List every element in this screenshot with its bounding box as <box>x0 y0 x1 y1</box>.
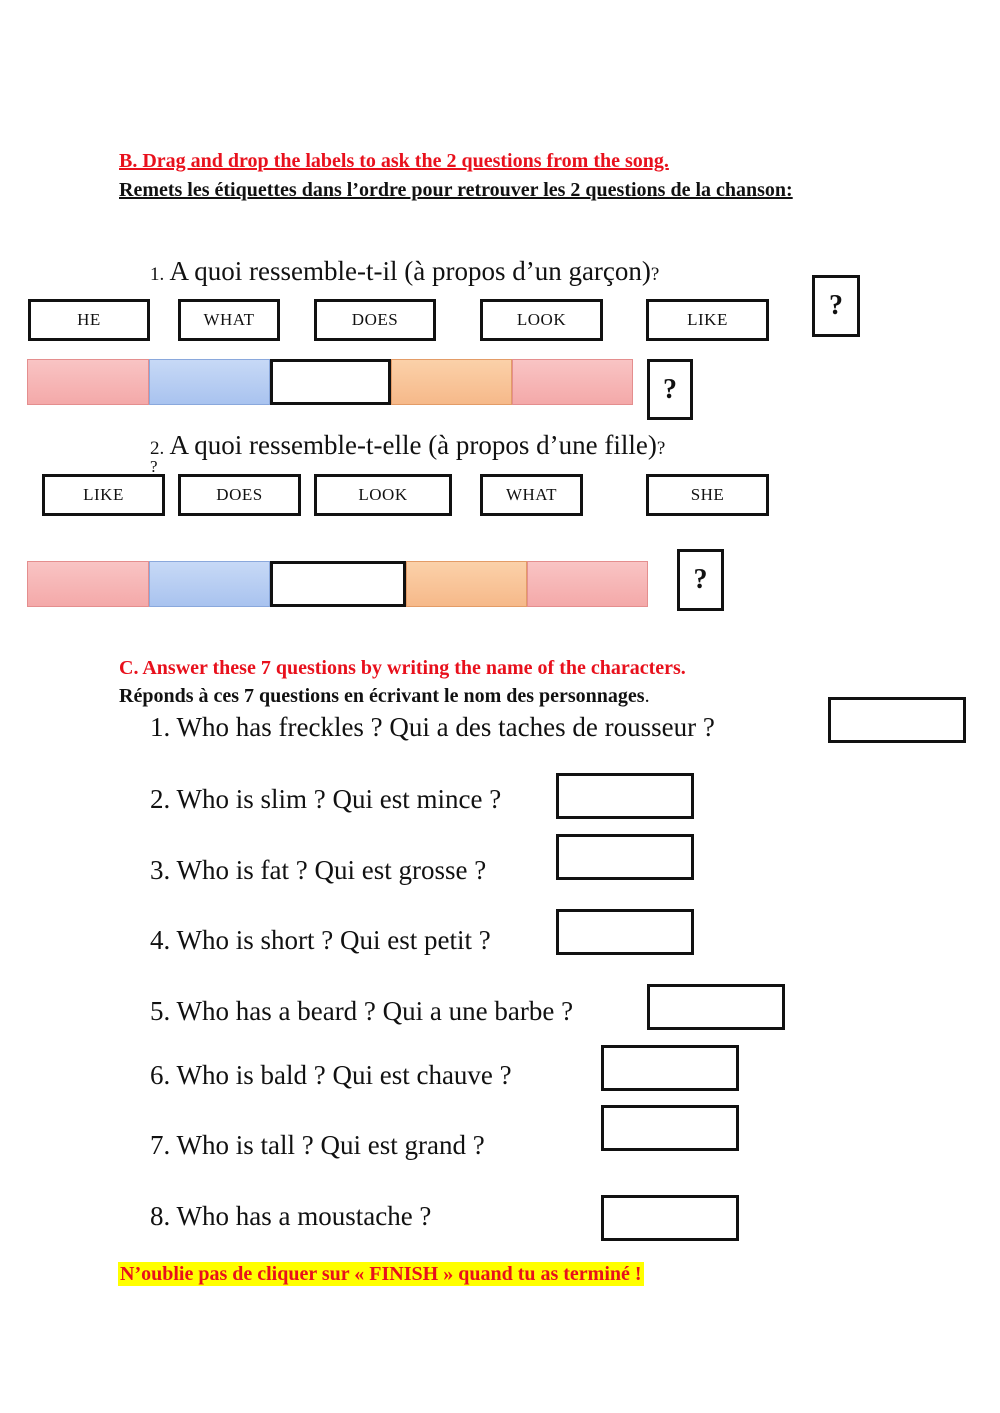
question-1-number: 1. <box>150 264 165 285</box>
section-c-title-fr-line <box>119 685 650 708</box>
label-he[interactable]: HE <box>28 299 150 341</box>
drop-slot-3[interactable] <box>270 359 391 405</box>
label-like[interactable]: LIKE <box>42 474 165 516</box>
label-does[interactable]: DOES <box>178 474 301 516</box>
answer-input-5[interactable] <box>647 984 785 1030</box>
section-c-title-fr-end: . <box>644 685 650 707</box>
drop-slot-2[interactable] <box>149 561 270 607</box>
label-like[interactable]: LIKE <box>646 299 769 341</box>
label-what[interactable]: WHAT <box>480 474 583 516</box>
answer-input-2[interactable] <box>556 773 694 819</box>
question-2-text: A quoi ressemble-t-elle (à propos d’une fille) <box>169 430 657 460</box>
answer-input-7[interactable] <box>601 1105 739 1151</box>
stray-question-mark: ? <box>150 460 158 472</box>
drop-slot-qmark-2[interactable]: ? <box>677 549 724 611</box>
drop-slot-3[interactable] <box>270 561 406 607</box>
question-1-qmark-label[interactable]: ? <box>812 275 860 337</box>
answer-question-7: 7. Who is tall ? Qui est grand ? <box>150 1130 485 1160</box>
label-look[interactable]: LOOK <box>314 474 452 516</box>
answer-question-6: 6. Who is bald ? Qui est chauve ? <box>150 1060 512 1090</box>
question-1-line <box>150 256 659 287</box>
drop-slot-4[interactable] <box>391 359 512 405</box>
finish-reminder-text: N’oublie pas de cliquer sur « FINISH » quand tu as terminé ! <box>120 1263 642 1285</box>
answer-question-5: 5. Who has a beard ? Qui a une barbe ? <box>150 996 574 1026</box>
drop-slot-1[interactable] <box>27 359 149 405</box>
answer-question-1: 1. Who has freckles ? Qui a des taches de rousseur ? <box>150 712 715 742</box>
question-2-qmark: ? <box>656 438 666 459</box>
answer-input-6[interactable] <box>601 1045 739 1091</box>
question-2-line <box>150 430 665 461</box>
answer-question-2: 2. Who is slim ? Qui est mince ? <box>150 784 502 814</box>
question-1-text: A quoi ressemble-t-il (à propos d’un garçon) <box>169 256 651 286</box>
drop-slot-5[interactable] <box>527 561 648 607</box>
finish-reminder <box>118 1263 644 1286</box>
label-look[interactable]: LOOK <box>480 299 603 341</box>
answer-question-4: 4. Who is short ? Qui est petit ? <box>150 925 491 955</box>
label-what[interactable]: WHAT <box>178 299 280 341</box>
section-c-title-fr: Réponds à ces 7 questions en écrivant le nom des personnages <box>119 685 645 707</box>
answer-input-8[interactable] <box>601 1195 739 1241</box>
answer-input-1[interactable] <box>828 697 966 743</box>
section-b-title-fr: Remets les étiquettes dans l’ordre pour retrouver les 2 questions de la chanson: <box>119 179 793 201</box>
question-2-number: 2. <box>150 438 165 459</box>
answer-question-8: 8. Who has a moustache ? <box>150 1201 432 1231</box>
drop-slot-1[interactable] <box>27 561 149 607</box>
label-does[interactable]: DOES <box>314 299 436 341</box>
section-b-title-en: B. Drag and drop the labels to ask the 2 questions from the song. <box>119 150 669 172</box>
drop-slot-5[interactable] <box>512 359 633 405</box>
drop-slot-2[interactable] <box>149 359 270 405</box>
section-c-title-en: C. Answer these 7 questions by writing the name of the characters. <box>119 657 686 679</box>
answer-input-3[interactable] <box>556 834 694 880</box>
label-she[interactable]: SHE <box>646 474 769 516</box>
drop-slot-4[interactable] <box>406 561 527 607</box>
answer-input-4[interactable] <box>556 909 694 955</box>
drop-slot-qmark-1[interactable]: ? <box>647 359 693 420</box>
answer-question-3: 3. Who is fat ? Qui est grosse ? <box>150 855 487 885</box>
question-1-qmark: ? <box>650 264 660 285</box>
